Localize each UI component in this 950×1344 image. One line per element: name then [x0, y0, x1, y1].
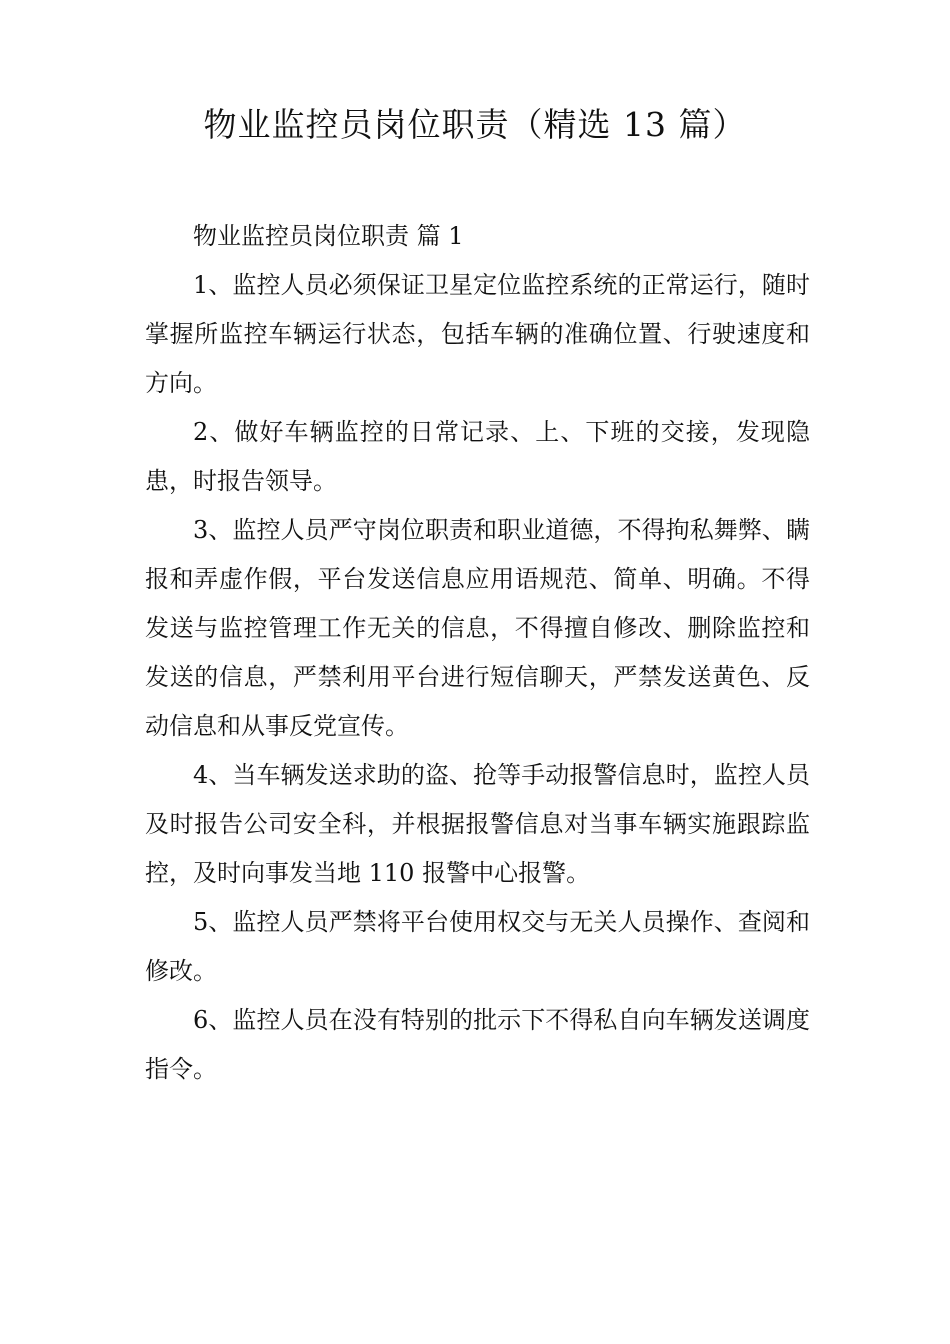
paragraph-5: 5、监控人员严禁将平台使用权交与无关人员操作、查阅和修改。: [145, 908, 810, 985]
paragraph-3: 3、监控人员严守岗位职责和职业道德，不得拘私舞弊、瞒报和弄虚作假，平台发送信息应用语规范、简单、明确。不得发送与监控管理工作无关的信息，不得擅自修改、删除监控和发送的信息，严禁利用平台进行短信聊天，严禁发送黄色、反动信息和从事反党宣传。: [145, 516, 810, 740]
section-heading: 物业监控员岗位职责 篇 1: [193, 222, 464, 250]
document-body: [145, 212, 810, 1094]
paragraph-1: 1、监控人员必须保证卫星定位监控系统的正常运行，随时掌握所监控车辆运行状态，包括车辆的准确位置、行驶速度和方向。: [145, 271, 810, 397]
paragraph-2: 2、做好车辆监控的日常记录、上、下班的交接，发现隐患，时报告领导。: [145, 418, 810, 495]
document-title: 物业监控员岗位职责（精选 13 篇）: [203, 105, 747, 144]
paragraph-4: 4、当车辆发送求助的盗、抢等手动报警信息时，监控人员及时报告公司安全科，并根据报警信息对当事车辆实施跟踪监控，及时向事发当地 110 报警中心报警。: [145, 761, 810, 887]
paragraph-6: 6、监控人员在没有特别的批示下不得私自向车辆发送调度指令。: [145, 1006, 810, 1083]
